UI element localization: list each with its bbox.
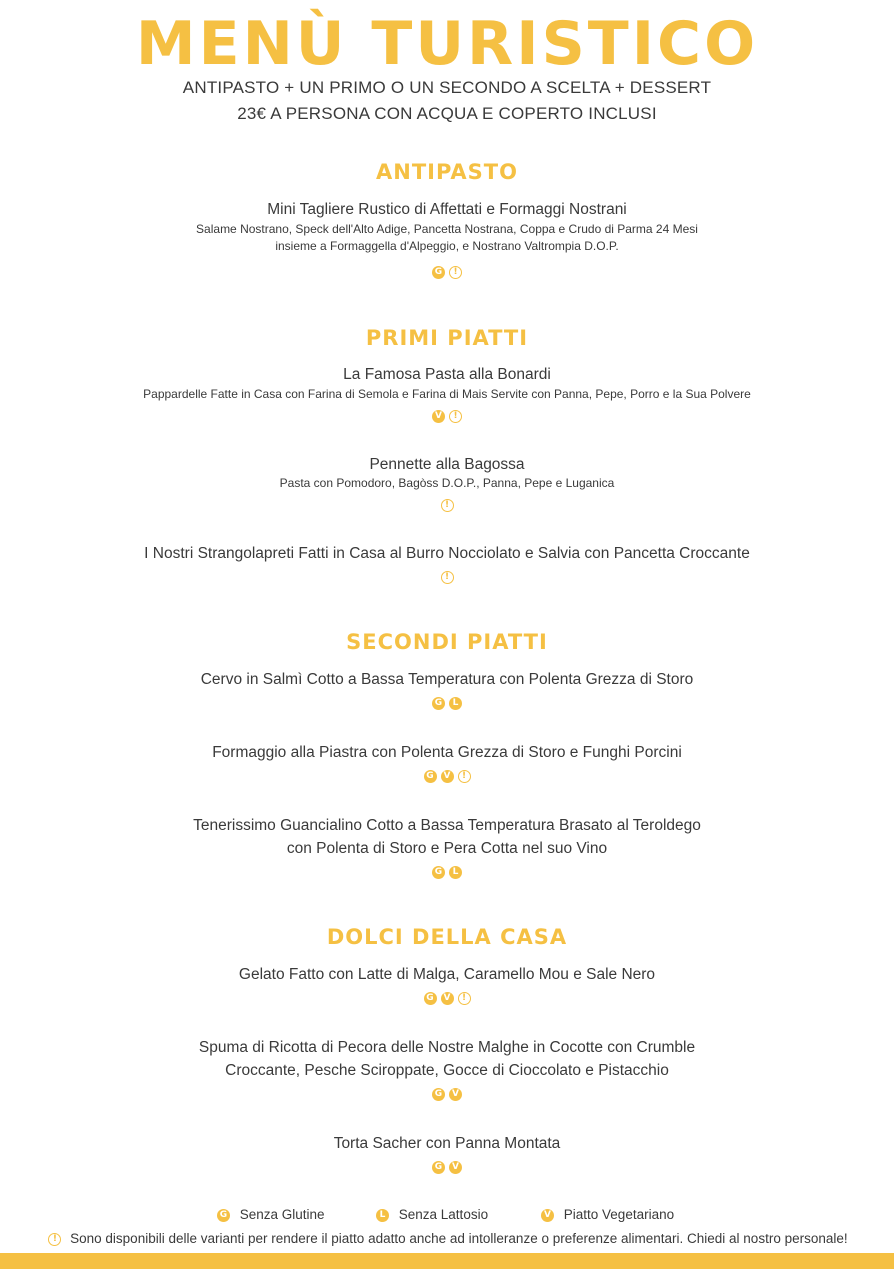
variants-note xyxy=(0,1229,894,1249)
dish-name: Gelato Fatto con Latte di Malga, Caramello Mou e Sale Nero xyxy=(238,966,656,983)
warning-icon: ! xyxy=(458,770,471,783)
dish-icons xyxy=(0,1159,894,1177)
vegetarian-icon: V xyxy=(449,1088,462,1101)
dish-description: Salame Nostrano, Speck dell'Alto Adige, Pancetta Nostrana, Coppa e Crudo di Parma 24 Mesi xyxy=(196,222,698,236)
vegetarian-icon: V xyxy=(541,1209,554,1222)
dish-icons xyxy=(0,408,894,426)
dish-name: Mini Tagliere Rustico di Affettati e Formaggi Nostrani xyxy=(267,201,627,218)
section-title-dolci: DOLCI DELLA CASA xyxy=(326,925,568,949)
dish-icons xyxy=(0,990,894,1008)
gluten-free-icon: G xyxy=(432,1161,445,1174)
dish-name-continued: con Polenta di Storo e Pera Cotta nel suo Vino xyxy=(286,840,608,857)
variants-note-text: Sono disponibili delle varianti per rendere il piatto adatto anche ad intolleranze o preferenze alimentari. Chiedi al nostro personale! xyxy=(70,1231,848,1246)
dish-name-continued: Croccante, Pesche Sciroppate, Gocce di Cioccolato e Pistacchio xyxy=(225,1062,669,1079)
gluten-free-icon: G xyxy=(432,866,445,879)
vegetarian-icon: V xyxy=(441,992,454,1005)
footer-bar xyxy=(0,1253,894,1269)
dish-icons xyxy=(0,569,894,587)
vegetarian-icon: V xyxy=(441,770,454,783)
warning-icon: ! xyxy=(449,266,462,279)
dish-icons xyxy=(0,768,894,786)
gluten-free-icon: G xyxy=(424,992,437,1005)
legend-gluten-free xyxy=(215,1205,325,1225)
gluten-free-icon: G xyxy=(424,770,437,783)
lactose-free-icon: L xyxy=(449,697,462,710)
dish-description: Pappardelle Fatte in Casa con Farina di Semola e Farina di Mais Servite con Panna, Pepe, Porro e la Sua Polvere xyxy=(143,387,751,401)
dish-name: Spuma di Ricotta di Pecora delle Nostre Malghe in Cocotte con Crumble xyxy=(198,1039,696,1056)
vegetarian-icon: V xyxy=(449,1161,462,1174)
section-title-antipasto: ANTIPASTO xyxy=(376,160,518,184)
warning-icon: ! xyxy=(458,992,471,1005)
section-title-primi: PRIMI PIATTI xyxy=(365,326,529,350)
dish-icons xyxy=(0,264,894,282)
legend-vegetarian xyxy=(539,1205,674,1225)
dish-icons xyxy=(0,864,894,882)
section-title-secondi: SECONDI PIATTI xyxy=(346,630,548,654)
dish-description: insieme a Formaggella d'Alpeggio, e Nostrano Valtrompia D.O.P. xyxy=(275,239,619,253)
legend-lactose-free xyxy=(374,1205,488,1225)
gluten-free-icon: G xyxy=(432,1088,445,1101)
menu-subtitle-price: 23€ A PERSONA CON ACQUA E COPERTO INCLUSI xyxy=(237,104,657,123)
lactose-free-icon: L xyxy=(449,866,462,879)
legend-label: Senza Lattosio xyxy=(398,1207,489,1222)
menu-subtitle-courses: ANTIPASTO + UN PRIMO O UN SECONDO A SCELTA + DESSERT xyxy=(182,78,712,97)
vegetarian-icon: V xyxy=(432,410,445,423)
dish-name: Torta Sacher con Panna Montata xyxy=(333,1135,561,1152)
gluten-free-icon: G xyxy=(432,697,445,710)
dish-icons xyxy=(0,497,894,515)
dish-icons xyxy=(0,695,894,713)
dish-name: La Famosa Pasta alla Bonardi xyxy=(343,366,551,383)
gluten-free-icon: G xyxy=(432,266,445,279)
dish-description: Pasta con Pomodoro, Bagòss D.O.P., Panna, Pepe e Luganica xyxy=(279,476,615,490)
warning-icon: ! xyxy=(449,410,462,423)
legend-label: Senza Glutine xyxy=(239,1207,325,1222)
dish-icons xyxy=(0,1086,894,1104)
legend-label: Piatto Vegetariano xyxy=(563,1207,675,1222)
lactose-free-icon: L xyxy=(376,1209,389,1222)
warning-icon: ! xyxy=(441,571,454,584)
warning-icon: ! xyxy=(441,499,454,512)
warning-icon: ! xyxy=(48,1233,61,1246)
dish-name: Cervo in Salmì Cotto a Bassa Temperatura con Polenta Grezza di Storo xyxy=(200,671,694,688)
dish-name: Pennette alla Bagossa xyxy=(369,456,525,473)
gluten-free-icon: G xyxy=(217,1209,230,1222)
dish-name: I Nostri Strangolapreti Fatti in Casa al Burro Nocciolato e Salvia con Pancetta Croccante xyxy=(144,545,750,562)
menu-title: MENÙ TURISTICO xyxy=(135,9,759,79)
dish-name: Tenerissimo Guancialino Cotto a Bassa Temperatura Brasato al Teroldego xyxy=(193,817,701,834)
dish-name: Formaggio alla Piastra con Polenta Grezza di Storo e Funghi Porcini xyxy=(212,744,682,761)
